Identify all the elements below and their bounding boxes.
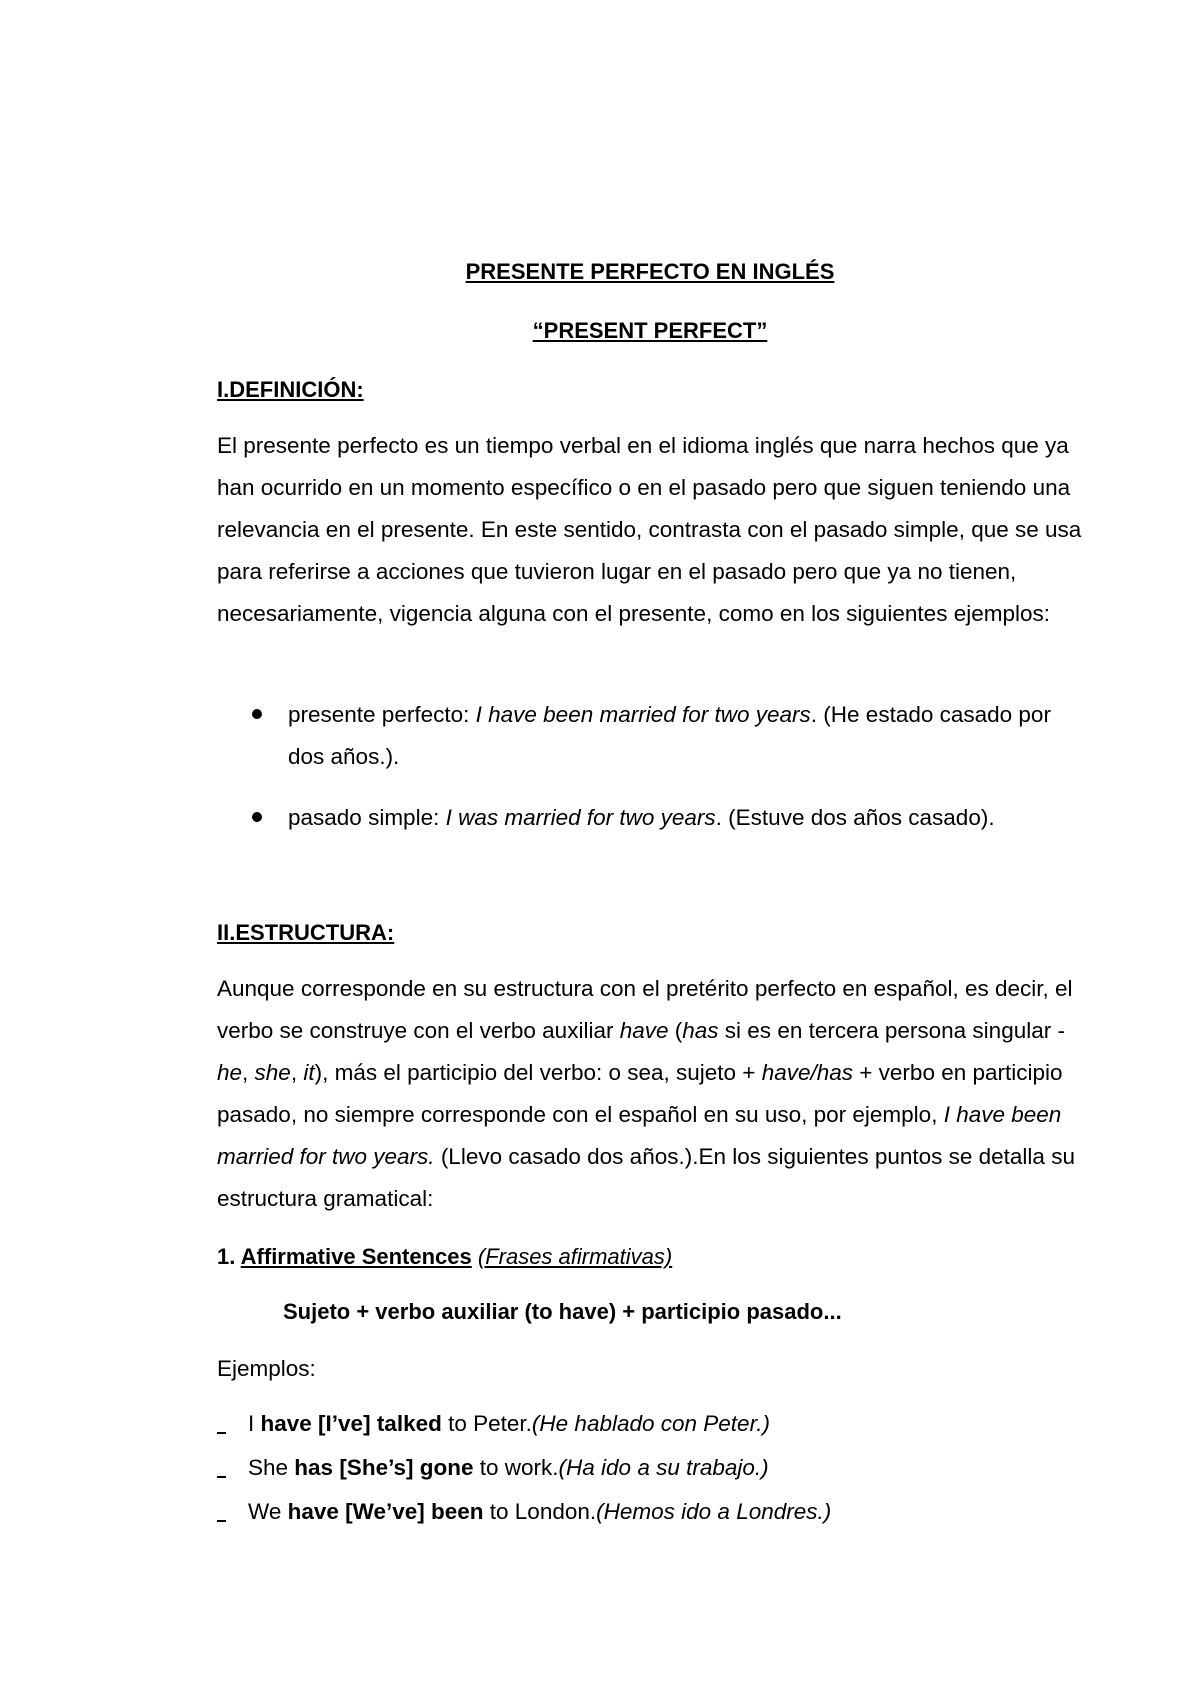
list-item: We have [We’ve] been to London.(Hemos ido a Londres.) bbox=[217, 1490, 1097, 1534]
bullet-icon bbox=[252, 709, 262, 719]
bullet-label: pasado simple: bbox=[288, 805, 446, 830]
bullet-example: I have been married for two years bbox=[475, 702, 811, 727]
list-item: She has [She’s] gone to work.(Ha ido a su trabajo.) bbox=[217, 1446, 1097, 1490]
definition-paragraph: El presente perfecto es un tiempo verbal en el idioma inglés que narra hechos que ya han ocurrido en un momento específico o en el pasado pero que siguen teniendo una relevancia en el presente. En este sentido, contrasta con el pasado simple, que se usa para referirse a acciones que tuvieron lugar en el pasado pero que ya no tienen, necesariamente, vigencia alguna con el presente, como en los siguientes ejemplos: bbox=[217, 433, 1082, 626]
structure-formula: Sujeto + verbo auxiliar (to have) + participio pasado... bbox=[283, 1299, 842, 1324]
bullet-label: presente perfecto: bbox=[288, 702, 476, 727]
bullet-translation: . (He estado casado por dos años.). bbox=[288, 702, 1051, 769]
examples-list bbox=[217, 1402, 1097, 1534]
dash-icon bbox=[217, 1476, 226, 1478]
section-heading-definicion: I.DEFINICIÓN: bbox=[217, 377, 364, 402]
list-item: I have [I’ve] talked to Peter.(He hablado con Peter.) bbox=[217, 1402, 1097, 1446]
bullet-icon bbox=[252, 812, 262, 822]
dash-icon bbox=[217, 1520, 226, 1522]
definition-bullet-list-2 bbox=[252, 797, 1092, 839]
section-heading-estructura: II.ESTRUCTURA: bbox=[217, 920, 395, 945]
subsection-title-affirmative: 1. Affirmative Sentences (Frases afirmativas) bbox=[217, 1244, 673, 1269]
definition-bullet-list bbox=[252, 694, 1092, 778]
page-title: PRESENTE PERFECTO EN INGLÉS bbox=[465, 259, 835, 284]
list-item bbox=[252, 797, 1092, 839]
page-subtitle: “PRESENT PERFECT” bbox=[532, 318, 768, 343]
list-item bbox=[252, 694, 1092, 778]
structure-paragraph: Aunque corresponde en su estructura con el pretérito perfecto en español, es decir, el verbo se construye con el verbo auxiliar have (has si es en tercera persona singular - he, she, it), más el participio del verbo: o sea, sujeto + have/has + verbo en participio pasado, no siempre corresponde con el español en su uso, por ejemplo, I have been married for two years. (Llevo casado dos años.).En los siguientes puntos se detalla su estructura gramatical: bbox=[217, 976, 1075, 1211]
bullet-translation: . (Estuve dos años casado). bbox=[715, 805, 995, 830]
examples-label: Ejemplos: bbox=[217, 1356, 316, 1381]
bullet-example: I was married for two years bbox=[445, 805, 716, 830]
dash-icon bbox=[217, 1432, 226, 1434]
